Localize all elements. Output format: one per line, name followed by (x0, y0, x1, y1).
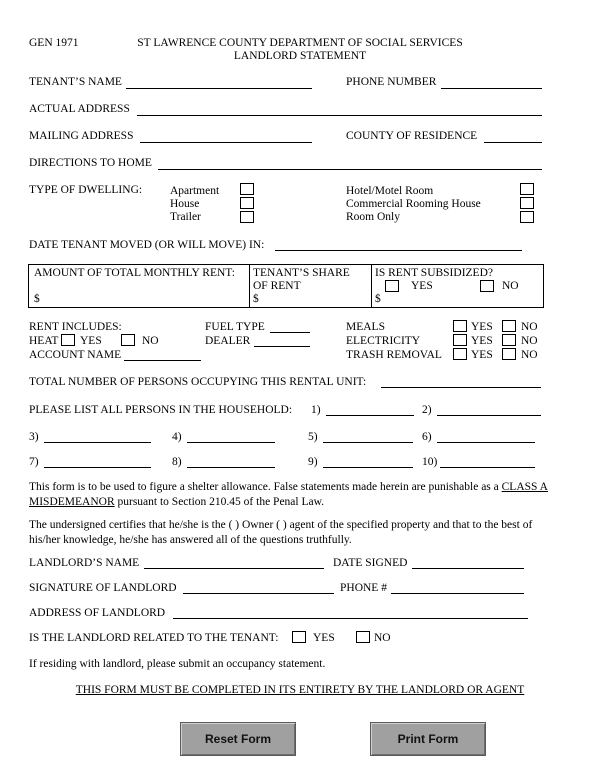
electricity-yes-checkbox[interactable] (453, 334, 467, 346)
dwelling-rooming-checkbox[interactable] (520, 197, 534, 209)
person-number: 8) (172, 456, 182, 468)
person-7-field[interactable] (44, 467, 151, 468)
rent-includes-label: RENT INCLUDES: (29, 321, 122, 333)
tenant-name-label: TENANT’S NAME (29, 76, 122, 88)
phone-number-label: PHONE NUMBER (346, 76, 437, 88)
total-persons-field[interactable] (381, 387, 541, 388)
class-a-text: CLASS A (501, 481, 548, 493)
tenant-share-currency: $ (253, 293, 259, 305)
misdemeanor-text: MISDEMEANOR (29, 496, 115, 508)
heat-label: HEAT (29, 335, 59, 347)
directions-field[interactable] (158, 169, 542, 170)
dwelling-trailer-label: Trailer (170, 211, 201, 223)
date-signed-field[interactable] (412, 568, 524, 569)
heat-yes-label: YES (80, 335, 102, 347)
date-moved-label: DATE TENANT MOVED (OR WILL MOVE) IN: (29, 239, 265, 251)
certification-line-2: his/her knowledge, he/she has answered all of the questions truthfully. (29, 534, 352, 546)
dwelling-rooming-label: Commercial Rooming House (346, 198, 481, 210)
dwelling-house-checkbox[interactable] (240, 197, 254, 209)
related-no-label: NO (374, 632, 391, 644)
total-rent-label: AMOUNT OF TOTAL MONTHLY RENT: (34, 267, 235, 279)
total-persons-label: TOTAL NUMBER OF PERSONS OCCUPYING THIS RENTAL UNIT: (29, 376, 367, 388)
dwelling-apartment-label: Apartment (170, 185, 220, 197)
directions-label: DIRECTIONS TO HOME (29, 157, 152, 169)
dwelling-room-only-checkbox[interactable] (520, 211, 534, 223)
trash-no-checkbox[interactable] (502, 348, 516, 360)
electricity-no-label: NO (521, 335, 538, 347)
heat-no-label: NO (142, 335, 159, 347)
person-number: 4) (172, 431, 182, 443)
dwelling-house-label: House (170, 198, 200, 210)
electricity-label: ELECTRICITY (346, 335, 421, 347)
person-number: 1) (311, 404, 321, 416)
related-no-checkbox[interactable] (356, 631, 370, 643)
certification-line-1: The undersigned certifies that he/she is the ( ) Owner ( ) agent of the specified property and that to the best of (29, 519, 533, 531)
subsidized-label: IS RENT SUBSIDIZED? (375, 267, 493, 279)
subsidized-no-checkbox[interactable] (480, 280, 494, 292)
person-number: 2) (422, 404, 432, 416)
penalty-notice-text: This form is to be used to figure a shelter allowance. False statements made herein are punishable as a (29, 481, 499, 493)
person-8-field[interactable] (187, 467, 275, 468)
subsidized-no-label: NO (502, 280, 519, 292)
dwelling-hotel-checkbox[interactable] (520, 183, 534, 195)
form-code: GEN 1971 (29, 37, 79, 49)
person-3-field[interactable] (44, 442, 151, 443)
form-title: LANDLORD STATEMENT (233, 50, 367, 62)
person-number: 3) (29, 431, 39, 443)
landlord-name-label: LANDLORD’S NAME (29, 557, 140, 569)
meals-yes-checkbox[interactable] (453, 320, 467, 332)
meals-no-checkbox[interactable] (502, 320, 516, 332)
meals-label: MEALS (346, 321, 385, 333)
date-signed-label: DATE SIGNED (333, 557, 408, 569)
certification-statement (29, 518, 569, 548)
related-yes-checkbox[interactable] (292, 631, 306, 643)
person-5-field[interactable] (323, 442, 413, 443)
subsidized-currency: $ (375, 293, 381, 305)
penalty-notice (29, 480, 569, 510)
related-label: IS THE LANDLORD RELATED TO THE TENANT: (29, 632, 279, 644)
rent-table-divider (249, 265, 250, 307)
agency-name: ST LAWRENCE COUNTY DEPARTMENT OF SOCIAL SERVICES (137, 37, 463, 49)
trash-removal-label: TRASH REMOVAL (346, 349, 442, 361)
tenant-share-label-2: OF RENT (253, 280, 301, 292)
person-6-field[interactable] (437, 442, 535, 443)
tenant-name-field[interactable] (126, 88, 312, 89)
person-number: 9) (308, 456, 318, 468)
completion-note: THIS FORM MUST BE COMPLETED IN ITS ENTIRETY BY THE LANDLORD OR AGENT (75, 684, 525, 696)
person-number: 6) (422, 431, 432, 443)
electricity-no-checkbox[interactable] (502, 334, 516, 346)
mailing-address-field[interactable] (140, 142, 312, 143)
landlord-signature-field[interactable] (183, 593, 334, 594)
landlord-name-field[interactable] (144, 568, 324, 569)
occupancy-note: If residing with landlord, please submit an occupancy statement. (29, 658, 326, 670)
trash-yes-label: YES (471, 349, 493, 361)
dwelling-type-label: TYPE OF DWELLING: (29, 184, 143, 196)
meals-yes-label: YES (471, 321, 493, 333)
landlord-phone-label: PHONE # (340, 582, 387, 594)
person-1-field[interactable] (326, 415, 414, 416)
landlord-address-field[interactable] (173, 618, 528, 619)
statute-text: pursuant to Section 210.45 of the Penal Law. (114, 496, 325, 508)
subsidized-yes-checkbox[interactable] (385, 280, 399, 292)
person-number: 5) (308, 431, 318, 443)
actual-address-label: ACTUAL ADDRESS (29, 103, 130, 115)
dealer-field[interactable] (254, 346, 310, 347)
account-name-field[interactable] (124, 360, 201, 361)
fuel-type-label: FUEL TYPE (205, 321, 265, 333)
heat-no-checkbox[interactable] (121, 334, 135, 346)
landlord-signature-label: SIGNATURE OF LANDLORD (29, 582, 177, 594)
trash-yes-checkbox[interactable] (453, 348, 467, 360)
person-4-field[interactable] (187, 442, 275, 443)
dwelling-room-only-label: Room Only (346, 211, 400, 223)
tenant-share-label-1: TENANT’S SHARE (253, 267, 350, 279)
actual-address-field[interactable] (137, 115, 542, 116)
reset-form-button[interactable]: Reset Form (180, 722, 296, 756)
total-rent-currency: $ (34, 293, 40, 305)
fuel-type-field[interactable] (270, 332, 310, 333)
person-9-field[interactable] (323, 467, 413, 468)
rent-table-divider (371, 265, 372, 307)
subsidized-yes-label: YES (411, 280, 433, 292)
landlord-address-label: ADDRESS OF LANDLORD (29, 607, 166, 619)
county-field[interactable] (484, 142, 542, 143)
mailing-address-label: MAILING ADDRESS (29, 130, 134, 142)
electricity-yes-label: YES (471, 335, 493, 347)
trash-no-label: NO (521, 349, 538, 361)
print-form-button[interactable]: Print Form (370, 722, 486, 756)
dwelling-trailer-checkbox[interactable] (240, 211, 254, 223)
date-moved-field[interactable] (275, 250, 522, 251)
heat-yes-checkbox[interactable] (61, 334, 75, 346)
person-10-field[interactable] (440, 467, 535, 468)
landlord-phone-field[interactable] (391, 593, 524, 594)
related-yes-label: YES (313, 632, 335, 644)
person-number: 10) (422, 456, 438, 468)
person-2-field[interactable] (437, 415, 541, 416)
dealer-label: DEALER (205, 335, 251, 347)
dwelling-apartment-checkbox[interactable] (240, 183, 254, 195)
account-name-label: ACCOUNT NAME (29, 349, 122, 361)
list-persons-label: PLEASE LIST ALL PERSONS IN THE HOUSEHOLD: (29, 404, 293, 416)
meals-no-label: NO (521, 321, 538, 333)
phone-number-field[interactable] (441, 88, 542, 89)
dwelling-hotel-label: Hotel/Motel Room (346, 185, 434, 197)
person-number: 7) (29, 456, 39, 468)
county-label: COUNTY OF RESIDENCE (346, 130, 478, 142)
